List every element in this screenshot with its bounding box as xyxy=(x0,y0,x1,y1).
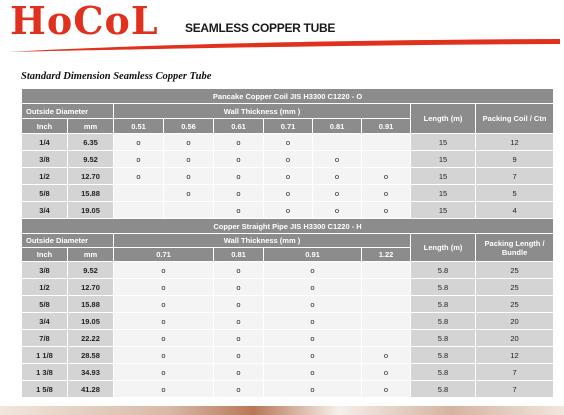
coil-table-row xyxy=(22,202,554,219)
pipe-availability-cell: o xyxy=(264,330,362,347)
pipe-thickness-header: 0.91 xyxy=(264,248,362,262)
pipe-mm-cell: 19.05 xyxy=(68,313,114,330)
pipe-mm-cell: 28.58 xyxy=(68,347,114,364)
pipe-packing-cell: 20 xyxy=(476,313,554,330)
pipe-table-row xyxy=(22,279,554,296)
pipe-table-row xyxy=(22,296,554,313)
pipe-table-row xyxy=(22,330,554,347)
coil-availability-cell xyxy=(362,134,411,151)
coil-availability-cell xyxy=(114,202,164,219)
pipe-availability-cell: o xyxy=(214,364,264,381)
pipe-length-cell: 5.8 xyxy=(411,347,476,364)
pipe-thickness-header: 0.71 xyxy=(114,248,214,262)
coil-availability-cell: o xyxy=(313,168,362,185)
coil-packing-header: Packing Coil / Ctn xyxy=(476,104,554,134)
coil-length-cell: 15 xyxy=(411,151,476,168)
pipe-mm-cell: 9.52 xyxy=(68,262,114,279)
coil-availability-cell: o xyxy=(264,185,313,202)
coil-availability-cell xyxy=(362,151,411,168)
pipe-length-cell: 5.8 xyxy=(411,313,476,330)
coil-availability-cell xyxy=(313,134,362,151)
coil-length-cell: 15 xyxy=(411,202,476,219)
pipe-availability-cell xyxy=(362,262,411,279)
pipe-availability-cell: o xyxy=(214,296,264,313)
coil-length-header: Length (m) xyxy=(411,104,476,134)
pipe-packing-cell: 20 xyxy=(476,330,554,347)
pipe-availability-cell: o xyxy=(264,296,362,313)
coil-availability-cell: o xyxy=(313,202,362,219)
pipe-availability-cell: o xyxy=(362,364,411,381)
coil-length-cell: 15 xyxy=(411,134,476,151)
pipe-packing-cell: 25 xyxy=(476,262,554,279)
coil-inch-cell: 3/4 xyxy=(22,202,68,219)
pipe-thickness-header: 1.22 xyxy=(362,248,411,262)
coil-wall-thickness-header: Wall Thickness (mm ) xyxy=(114,104,411,119)
pipe-availability-cell: o xyxy=(114,330,214,347)
pipe-length-cell: 5.8 xyxy=(411,296,476,313)
pipe-packing-header: Packing Length / Bundle xyxy=(476,234,554,262)
coil-availability-cell: o xyxy=(264,151,313,168)
coil-inch-cell: 1/2 xyxy=(22,168,68,185)
coil-availability-cell: o xyxy=(313,185,362,202)
pipe-packing-cell: 12 xyxy=(476,347,554,364)
coil-availability-cell: o xyxy=(164,134,214,151)
pipe-inch-header: Inch xyxy=(22,248,68,262)
coil-length-cell: 15 xyxy=(411,185,476,202)
pipe-inch-cell: 3/8 xyxy=(22,262,68,279)
pipe-availability-cell: o xyxy=(264,279,362,296)
coil-mm-header: mm xyxy=(68,119,114,134)
coil-thickness-header: 0.56 xyxy=(164,119,214,134)
coil-thickness-header: 0.81 xyxy=(313,119,362,134)
pipe-length-cell: 5.8 xyxy=(411,330,476,347)
coil-mm-cell: 12.70 xyxy=(68,168,114,185)
pipe-mm-cell: 15.88 xyxy=(68,296,114,313)
pipe-availability-cell: o xyxy=(114,381,214,398)
coil-availability-cell: o xyxy=(313,151,362,168)
coil-inch-cell: 5/8 xyxy=(22,185,68,202)
pipe-length-cell: 5.8 xyxy=(411,279,476,296)
coil-packing-cell: 9 xyxy=(476,151,554,168)
footer-image-strip xyxy=(0,406,564,415)
pipe-availability-cell: o xyxy=(114,347,214,364)
pipe-table-row xyxy=(22,364,554,381)
pipe-availability-cell: o xyxy=(214,262,264,279)
coil-thickness-header: 0.51 xyxy=(114,119,164,134)
pipe-inch-cell: 3/4 xyxy=(22,313,68,330)
pipe-availability-cell xyxy=(362,330,411,347)
pipe-inch-cell: 7/8 xyxy=(22,330,68,347)
coil-mm-cell: 9.52 xyxy=(68,151,114,168)
coil-availability-cell xyxy=(114,185,164,202)
coil-availability-cell: o xyxy=(164,151,214,168)
coil-availability-cell: o xyxy=(214,202,264,219)
pipe-availability-cell: o xyxy=(264,313,362,330)
pipe-length-cell: 5.8 xyxy=(411,262,476,279)
pipe-availability-cell xyxy=(362,313,411,330)
pipe-availability-cell: o xyxy=(114,313,214,330)
coil-packing-cell: 7 xyxy=(476,168,554,185)
table-caption: Standard Dimension Seamless Copper Tube xyxy=(21,71,212,82)
page-title: SEAMLESS COPPER TUBE xyxy=(185,21,336,35)
pipe-availability-cell: o xyxy=(214,313,264,330)
coil-availability-cell: o xyxy=(362,202,411,219)
pipe-section-title: Copper Straight Pipe JIS H3300 C1220 - H xyxy=(22,219,554,234)
pipe-inch-cell: 1 1/8 xyxy=(22,347,68,364)
coil-table-row xyxy=(22,168,554,185)
coil-inch-cell: 3/8 xyxy=(22,151,68,168)
coil-availability-cell: o xyxy=(214,168,264,185)
pipe-mm-cell: 34.93 xyxy=(68,364,114,381)
pipe-mm-cell: 22.22 xyxy=(68,330,114,347)
coil-table-row xyxy=(22,185,554,202)
coil-availability-cell: o xyxy=(264,168,313,185)
coil-packing-cell: 4 xyxy=(476,202,554,219)
pipe-table-row xyxy=(22,381,554,398)
pipe-table-row xyxy=(22,262,554,279)
pipe-table-row xyxy=(22,347,554,364)
page-header xyxy=(0,0,564,56)
pipe-inch-cell: 1 5/8 xyxy=(22,381,68,398)
coil-availability-cell: o xyxy=(164,185,214,202)
dimension-table xyxy=(21,88,554,398)
pipe-availability-cell: o xyxy=(214,381,264,398)
coil-mm-cell: 6.35 xyxy=(68,134,114,151)
coil-table-row xyxy=(22,134,554,151)
pipe-packing-cell: 25 xyxy=(476,296,554,313)
coil-mm-cell: 19.05 xyxy=(68,202,114,219)
pipe-availability-cell xyxy=(362,296,411,313)
coil-thickness-header: 0.71 xyxy=(264,119,313,134)
pipe-availability-cell: o xyxy=(214,330,264,347)
pipe-availability-cell: o xyxy=(264,347,362,364)
coil-availability-cell: o xyxy=(214,151,264,168)
coil-availability-cell: o xyxy=(114,168,164,185)
pipe-length-header: Length (m) xyxy=(411,234,476,262)
pipe-availability-cell: o xyxy=(114,364,214,381)
pipe-inch-cell: 5/8 xyxy=(22,296,68,313)
pipe-inch-cell: 1/2 xyxy=(22,279,68,296)
pipe-mm-cell: 12.70 xyxy=(68,279,114,296)
pipe-wall-thickness-header: Wall Thickness (mm ) xyxy=(114,234,411,248)
pipe-length-cell: 5.8 xyxy=(411,381,476,398)
pipe-mm-cell: 41.28 xyxy=(68,381,114,398)
pipe-packing-cell: 7 xyxy=(476,381,554,398)
coil-packing-cell: 5 xyxy=(476,185,554,202)
pipe-packing-cell: 25 xyxy=(476,279,554,296)
coil-mm-cell: 15.88 xyxy=(68,185,114,202)
pipe-mm-header: mm xyxy=(68,248,114,262)
pipe-availability-cell: o xyxy=(214,347,264,364)
coil-availability-cell: o xyxy=(214,134,264,151)
pipe-thickness-header: 0.81 xyxy=(214,248,264,262)
coil-thickness-header: 0.91 xyxy=(362,119,411,134)
coil-packing-cell: 12 xyxy=(476,134,554,151)
pipe-availability-cell: o xyxy=(264,262,362,279)
pipe-availability-cell: o xyxy=(362,347,411,364)
pipe-availability-cell: o xyxy=(362,381,411,398)
pipe-availability-cell: o xyxy=(114,296,214,313)
coil-availability-cell: o xyxy=(264,134,313,151)
coil-availability-cell xyxy=(164,202,214,219)
pipe-packing-cell: 7 xyxy=(476,364,554,381)
coil-thickness-header: 0.61 xyxy=(214,119,264,134)
coil-inch-cell: 1/4 xyxy=(22,134,68,151)
pipe-availability-cell: o xyxy=(264,364,362,381)
pipe-availability-cell: o xyxy=(214,279,264,296)
coil-availability-cell: o xyxy=(362,168,411,185)
coil-availability-cell: o xyxy=(362,185,411,202)
coil-availability-cell: o xyxy=(214,185,264,202)
coil-availability-cell: o xyxy=(264,202,313,219)
coil-availability-cell: o xyxy=(114,134,164,151)
coil-table-row xyxy=(22,151,554,168)
pipe-length-cell: 5.8 xyxy=(411,364,476,381)
coil-length-cell: 15 xyxy=(411,168,476,185)
pipe-availability-cell: o xyxy=(264,381,362,398)
pipe-inch-cell: 1 3/8 xyxy=(22,364,68,381)
coil-inch-header: Inch xyxy=(22,119,68,134)
company-logo: HoCoL xyxy=(10,0,159,43)
pipe-availability-cell: o xyxy=(114,262,214,279)
coil-outside-diameter-header: Outside Diameter xyxy=(22,104,114,119)
coil-section-title: Pancake Copper Coil JIS H3300 C1220 - O xyxy=(22,89,554,104)
pipe-availability-cell: o xyxy=(114,279,214,296)
pipe-outside-diameter-header: Outside Diameter xyxy=(22,234,114,248)
coil-availability-cell: o xyxy=(114,151,164,168)
coil-availability-cell: o xyxy=(164,168,214,185)
header-swoosh xyxy=(0,38,564,54)
pipe-table-row xyxy=(22,313,554,330)
pipe-availability-cell xyxy=(362,279,411,296)
